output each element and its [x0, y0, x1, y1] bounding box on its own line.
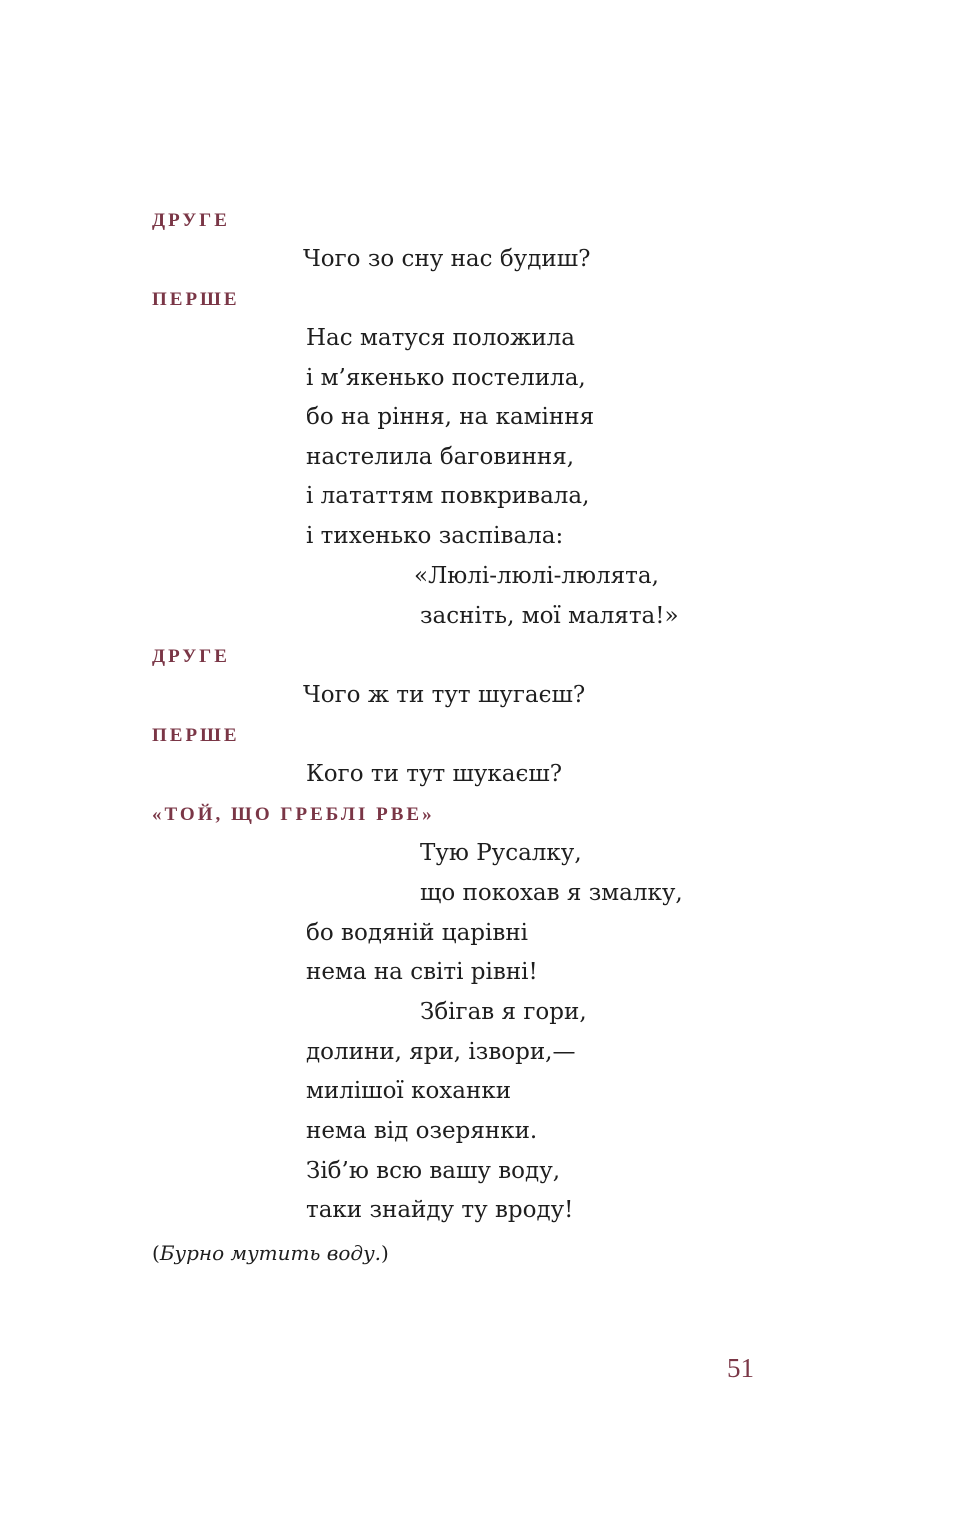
- verse-line: таки знайду ту вроду!: [306, 1197, 574, 1223]
- verse-line: що покохав я змалку,: [420, 880, 683, 906]
- verse-line: Кого ти тут шукаєш?: [306, 761, 563, 787]
- verse-line: «Люлі-люлі-люлята,: [414, 563, 659, 589]
- stage-direction-text: Бурно мутить воду.: [159, 1241, 382, 1265]
- verse-line: Нас матуся положила: [306, 325, 575, 351]
- verse-line: нема на світі рівні!: [306, 959, 538, 985]
- verse-line: Чого зо сну нас будиш?: [303, 246, 591, 272]
- verse-line: Чого ж ти тут шугаєш?: [303, 682, 586, 708]
- verse-line: настелила баговиння,: [306, 444, 575, 470]
- page-number: 51: [727, 1353, 754, 1383]
- stage-direction-close: ): [381, 1241, 389, 1265]
- verse-line: бо на рiння, на камiння: [306, 404, 595, 430]
- speaker-label: ПЕРШЕ: [152, 725, 240, 746]
- verse-line: нема від озерянки.: [306, 1118, 538, 1144]
- speaker-label: ДРУГЕ: [152, 210, 230, 231]
- verse-line: Зіб’ю всю вашу воду,: [306, 1158, 561, 1184]
- speaker-label: ДРУГЕ: [152, 646, 230, 667]
- verse-line: і м’якенько постелила,: [306, 365, 586, 391]
- stage-direction: [152, 1243, 389, 1263]
- speaker-label: «ТОЙ, ЩО ГРЕБЛІ РВЕ»: [152, 804, 435, 825]
- stage-direction-open: (: [152, 1241, 160, 1265]
- verse-line: засніть, мої малята!»: [420, 603, 679, 629]
- verse-line: Тую Русалку,: [420, 840, 582, 866]
- verse-line: милішої коханки: [306, 1078, 512, 1104]
- verse-line: і тихенько заспівала:: [306, 523, 564, 549]
- verse-line: бо водяній царівні: [306, 920, 529, 946]
- speaker-label: ПЕРШЕ: [152, 289, 240, 310]
- verse-line: долини, яри, ізвори,—: [306, 1039, 576, 1065]
- verse-line: і лататтям повкривала,: [306, 483, 590, 509]
- verse-line: Збігав я гори,: [420, 999, 587, 1025]
